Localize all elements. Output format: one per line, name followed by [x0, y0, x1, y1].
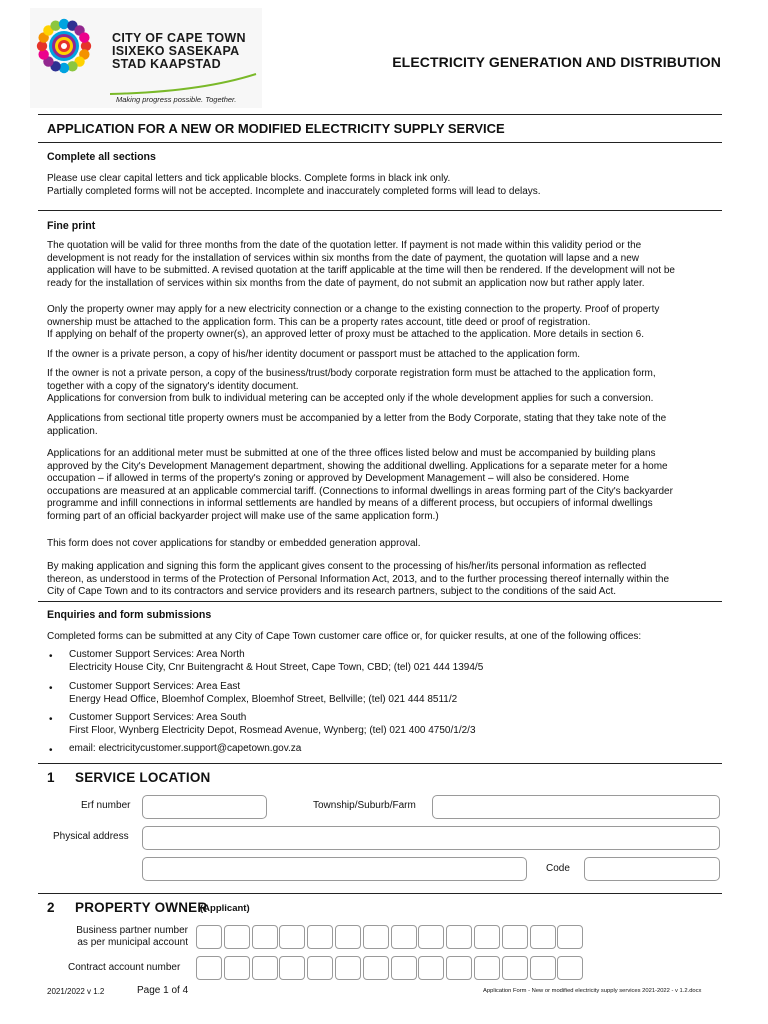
physical-address-field-line2[interactable]	[142, 857, 527, 881]
char-box[interactable]	[502, 925, 528, 949]
divider	[38, 763, 722, 764]
fine-print-heading: Fine print	[47, 220, 96, 232]
text-line: The quotation will be valid for three months from the date of the quotation letter. If payment is not made within this validity period or the	[47, 240, 642, 251]
char-box[interactable]	[335, 956, 361, 980]
township-label: Township/Suburb/Farm	[313, 800, 416, 811]
text-line: application.	[47, 425, 98, 437]
tagline: Making progress possible. Together.	[116, 95, 237, 104]
text-line: development is not ready for the installation of services within six months from the date of payment, the quotation will lapse and a new	[47, 252, 639, 264]
text-line: By making application and signing this form the applicant gives consent to the processing of his/her/its personal information as reflected	[47, 561, 647, 572]
office-north	[69, 649, 483, 674]
bullet: •	[49, 745, 53, 756]
text-line: approved by the City's Development Management department, showing the additional dwelling. Applications for a separate meter for a home	[47, 460, 668, 472]
erf-number-label: Erf number	[81, 800, 131, 811]
text-line: Completed forms can be submitted at any City of Cape Town customer care office or, for quicker results, at one of the following offices:	[47, 631, 642, 642]
office-south	[69, 712, 476, 737]
label-line: Business partner number	[76, 925, 188, 936]
complete-heading: Complete all sections	[47, 151, 156, 163]
section-number: 1	[47, 770, 55, 785]
text-line: application will have to be submitted. A revised quotation at the tariff applicable at the time will then be rendered. If the development will not be	[47, 265, 675, 276]
form-title: APPLICATION FOR A NEW OR MODIFIED ELECTRICITY SUPPLY SERVICE	[47, 121, 505, 136]
fine-print-p3	[47, 349, 580, 362]
text-line: If applying on behalf of the property owner(s), an approved letter of proxy must be attached to the application. More details in section 6.	[47, 329, 645, 340]
text-line: thereon, as understood in terms of the Protection of Personal Information Act, 2013, and to the further processing thereof internally within the	[47, 573, 670, 585]
bp-number-boxes[interactable]	[196, 925, 586, 949]
enquiries-heading: Enquiries and form submissions	[47, 609, 212, 621]
section-title: PROPERTY OWNER	[75, 900, 208, 915]
text-line: ownership must be attached to the application form. This can be a property rates account, title deed or proof of registration.	[47, 316, 591, 328]
office-address: First Floor, Wynberg Electricity Depot, Rosmead Avenue, Wynberg; (tel) 021 400 4750/1/2/3	[69, 724, 476, 736]
char-box[interactable]	[391, 925, 417, 949]
footer-version: 2021/2022 v 1.2	[47, 987, 105, 996]
char-box[interactable]	[335, 925, 361, 949]
char-box[interactable]	[557, 925, 583, 949]
contract-account-boxes[interactable]	[196, 956, 586, 980]
divider	[38, 142, 722, 143]
section-subtitle: (Applicant)	[200, 903, 250, 914]
char-box[interactable]	[252, 925, 278, 949]
char-box[interactable]	[196, 925, 222, 949]
text-line: forming part of an official backyarder project will make use of the same application form.)	[47, 510, 439, 522]
complete-instructions	[47, 173, 541, 198]
email-text: email: electricitycustomer.support@capetown.gov.za	[69, 743, 302, 754]
char-box[interactable]	[530, 956, 556, 980]
fine-print-p6	[47, 448, 673, 523]
bullet: •	[49, 683, 53, 694]
department-title: ELECTRICITY GENERATION AND DISTRIBUTION	[392, 54, 721, 70]
postal-code-field[interactable]	[584, 857, 720, 881]
enquiries-intro	[47, 631, 641, 644]
char-box[interactable]	[418, 956, 444, 980]
office-email	[69, 743, 301, 756]
code-label: Code	[546, 863, 570, 874]
city-name-en: CITY OF CAPE TOWN	[112, 31, 246, 45]
contract-account-label: Contract account number	[68, 962, 181, 973]
char-box[interactable]	[196, 956, 222, 980]
bullet: •	[49, 714, 53, 725]
char-box[interactable]	[474, 956, 500, 980]
fine-print-p5	[47, 413, 666, 438]
township-field[interactable]	[432, 795, 720, 819]
section-title: SERVICE LOCATION	[75, 770, 211, 785]
fine-print-p1	[47, 240, 675, 290]
physical-address-field[interactable]	[142, 826, 720, 850]
page-number: Page 1 of 4	[137, 985, 189, 996]
text-line: occupation – if allowed in terms of the property's zoning or approved by Development Management – will also be considered. Home	[47, 473, 630, 484]
text-line: programme and infill connections in informal settlements are handled by means of a different process, but occupiers of informal dwellings	[47, 498, 653, 509]
text-line: Applications from sectional title property owners must be accompanied by a letter from the Body Corporate, stating that they take note of the	[47, 413, 667, 424]
divider	[38, 601, 722, 602]
char-box[interactable]	[446, 956, 472, 980]
erf-number-field[interactable]	[142, 795, 267, 819]
bullet: •	[49, 651, 53, 662]
char-box[interactable]	[307, 925, 333, 949]
office-name: Customer Support Services: Area South	[69, 712, 247, 723]
physical-address-label: Physical address	[53, 831, 129, 842]
logo-area	[30, 8, 262, 108]
logo-swoosh	[110, 72, 258, 96]
section-number: 2	[47, 900, 55, 915]
instruction-line: Please use clear capital letters and tick applicable blocks. Complete forms in black ink only.	[47, 173, 451, 184]
divider	[38, 210, 722, 211]
text-line: together with a copy of the signatory's identity document.	[47, 380, 299, 392]
char-box[interactable]	[224, 956, 250, 980]
fine-print-p4	[47, 368, 656, 406]
fine-print-p7	[47, 538, 421, 551]
char-box[interactable]	[418, 925, 444, 949]
text-line: Applications for an additional meter must be submitted at one of the three offices listed below and must be accompanied by building plans	[47, 448, 656, 459]
office-east	[69, 681, 457, 706]
char-box[interactable]	[502, 956, 528, 980]
city-logo-icon	[36, 18, 92, 74]
text-line: occupations are measured at an applicable commercial tariff. (Connections to informal dwellings in areas forming part of the City's backyarder	[47, 485, 673, 497]
city-name-xh: ISIXEKO SASEKAPA	[112, 44, 240, 58]
text-line: This form does not cover applications for standby or embedded generation approval.	[47, 538, 421, 549]
char-box[interactable]	[279, 956, 305, 980]
char-box[interactable]	[391, 956, 417, 980]
char-box[interactable]	[224, 925, 250, 949]
char-box[interactable]	[557, 956, 583, 980]
char-box[interactable]	[446, 925, 472, 949]
text-line: ready for the installation of services within six months from the date of payment, do not submit an application now but rather apply later.	[47, 277, 645, 289]
char-box[interactable]	[363, 925, 389, 949]
city-name-af: STAD KAAPSTAD	[112, 57, 221, 71]
office-address: Electricity House City, Cnr Buitengracht & Hout Street, Cape Town, CBD; (tel) 021 444 1394/5	[69, 661, 484, 673]
text-line: Only the property owner may apply for a new electricity connection or a change to the existing connection to the property. Proof of property	[47, 304, 660, 315]
instruction-line: Partially completed forms will not be accepted. Incomplete and inaccurately completed forms will lead to delays.	[47, 185, 541, 197]
char-box[interactable]	[252, 956, 278, 980]
fine-print-p2	[47, 304, 659, 342]
char-box[interactable]	[279, 925, 305, 949]
label-line: as per municipal account	[77, 937, 188, 948]
office-name: Customer Support Services: Area North	[69, 649, 245, 660]
char-box[interactable]	[307, 956, 333, 980]
char-box[interactable]	[530, 925, 556, 949]
office-name: Customer Support Services: Area East	[69, 681, 241, 692]
text-line: City of Cape Town and to its contractors and service providers and its research partners, subject to the conditions of the said Act.	[47, 586, 616, 597]
text-line: Applications for conversion from bulk to individual metering can be accepted only if the whole development applies for such a conversion.	[47, 393, 654, 404]
divider	[38, 114, 722, 115]
char-box[interactable]	[363, 956, 389, 980]
bp-number-label	[70, 925, 188, 949]
footer-doc-name: Application Form - New or modified electricity supply services 2021-2022 - v 1.2.docx	[483, 988, 702, 994]
office-address: Energy Head Office, Bloemhof Complex, Bloemhof Street, Bellville; (tel) 021 444 8511/2	[69, 693, 458, 705]
divider	[38, 893, 722, 894]
text-line: If the owner is not a private person, a copy of the business/trust/body corporate registration form must be attached to the application form,	[47, 368, 656, 379]
text-line: If the owner is a private person, a copy of his/her identity document or passport must be attached to the application form.	[47, 349, 581, 360]
fine-print-p8	[47, 561, 669, 599]
char-box[interactable]	[474, 925, 500, 949]
